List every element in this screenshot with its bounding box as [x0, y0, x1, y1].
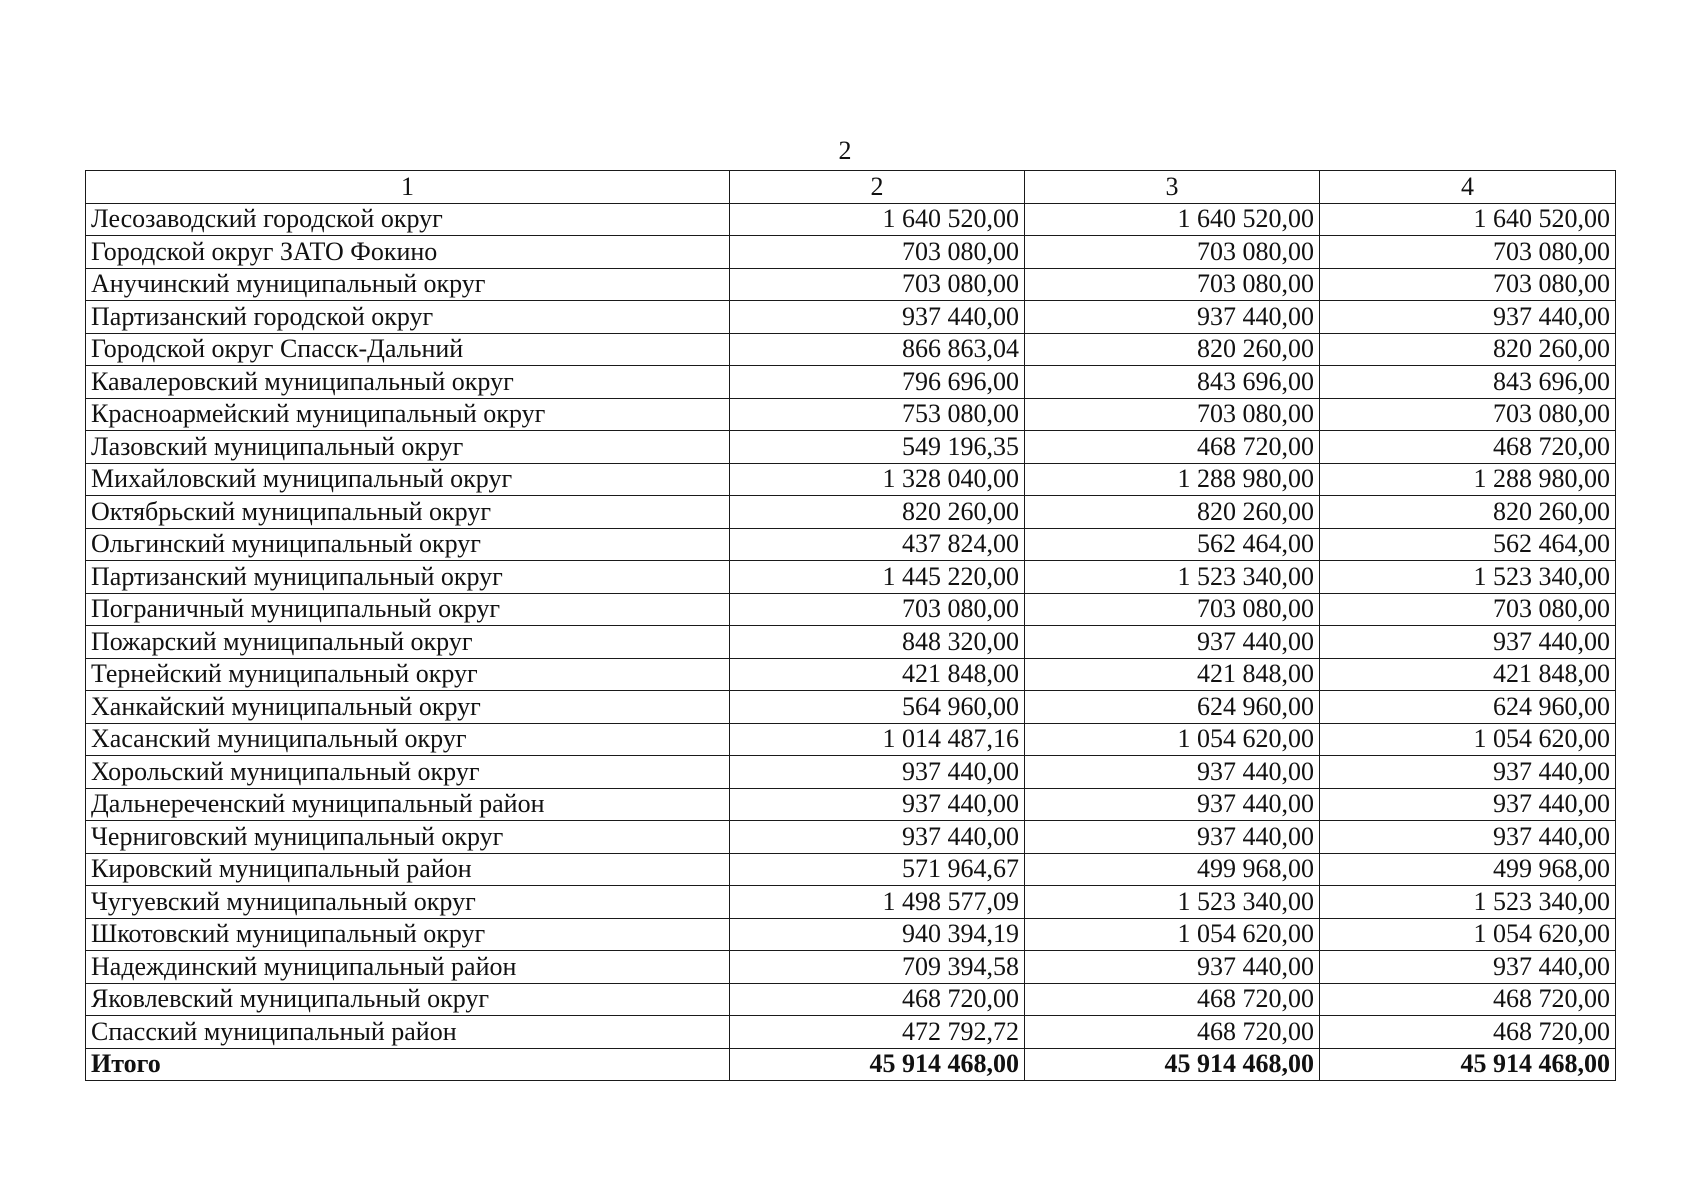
municipality-name-cell: Яковлевский муниципальный округ [86, 983, 730, 1016]
value-cell-col-2: 796 696,00 [730, 366, 1025, 399]
value-cell-col-3: 937 440,00 [1025, 788, 1320, 821]
total-label-cell: Итого [86, 1048, 730, 1081]
header-cell-4: 4 [1320, 171, 1616, 204]
value-cell-col-4: 843 696,00 [1320, 366, 1616, 399]
total-value-col-3: 45 914 468,00 [1025, 1048, 1320, 1081]
value-cell-col-2: 1 014 487,16 [730, 723, 1025, 756]
value-cell-col-4: 937 440,00 [1320, 821, 1616, 854]
value-cell-col-2: 437 824,00 [730, 528, 1025, 561]
municipality-name-cell: Пограничный муниципальный округ [86, 593, 730, 626]
table-row [86, 756, 1616, 789]
value-cell-col-2: 848 320,00 [730, 626, 1025, 659]
municipality-name-cell: Партизанский городской округ [86, 301, 730, 334]
value-cell-col-2: 1 445 220,00 [730, 561, 1025, 594]
table-row [86, 203, 1616, 236]
total-value-col-2: 45 914 468,00 [730, 1048, 1025, 1081]
table-row [86, 301, 1616, 334]
value-cell-col-4: 703 080,00 [1320, 236, 1616, 269]
value-cell-col-2: 937 440,00 [730, 788, 1025, 821]
municipality-name-cell: Кавалеровский муниципальный округ [86, 366, 730, 399]
value-cell-col-4: 820 260,00 [1320, 333, 1616, 366]
value-cell-col-3: 937 440,00 [1025, 951, 1320, 984]
value-cell-col-3: 820 260,00 [1025, 333, 1320, 366]
municipality-name-cell: Ольгинский муниципальный округ [86, 528, 730, 561]
municipality-name-cell: Красноармейский муниципальный округ [86, 398, 730, 431]
municipality-name-cell: Чугуевский муниципальный округ [86, 886, 730, 919]
value-cell-col-3: 937 440,00 [1025, 626, 1320, 659]
header-cell-3: 3 [1025, 171, 1320, 204]
value-cell-col-2: 468 720,00 [730, 983, 1025, 1016]
table-row [86, 496, 1616, 529]
municipality-name-cell: Анучинский муниципальный округ [86, 268, 730, 301]
value-cell-col-3: 937 440,00 [1025, 756, 1320, 789]
table-row [86, 951, 1616, 984]
municipality-name-cell: Октябрьский муниципальный округ [86, 496, 730, 529]
municipality-name-cell: Партизанский муниципальный округ [86, 561, 730, 594]
header-cell-2: 2 [730, 171, 1025, 204]
value-cell-col-3: 1 523 340,00 [1025, 561, 1320, 594]
table-row [86, 463, 1616, 496]
value-cell-col-4: 820 260,00 [1320, 496, 1616, 529]
table-row [86, 788, 1616, 821]
value-cell-col-3: 1 054 620,00 [1025, 723, 1320, 756]
municipality-name-cell: Спасский муниципальный район [86, 1016, 730, 1049]
table-row [86, 528, 1616, 561]
value-cell-col-3: 1 523 340,00 [1025, 886, 1320, 919]
value-cell-col-3: 937 440,00 [1025, 301, 1320, 334]
total-value-col-4: 45 914 468,00 [1320, 1048, 1616, 1081]
value-cell-col-2: 866 863,04 [730, 333, 1025, 366]
value-cell-col-3: 468 720,00 [1025, 1016, 1320, 1049]
table-row [86, 236, 1616, 269]
municipality-name-cell: Надеждинский муниципальный район [86, 951, 730, 984]
value-cell-col-4: 562 464,00 [1320, 528, 1616, 561]
table-row [86, 366, 1616, 399]
table-row [86, 398, 1616, 431]
header-cell-1: 1 [86, 171, 730, 204]
value-cell-col-4: 1 288 980,00 [1320, 463, 1616, 496]
value-cell-col-4: 1 054 620,00 [1320, 918, 1616, 951]
table-row [86, 658, 1616, 691]
value-cell-col-2: 753 080,00 [730, 398, 1025, 431]
value-cell-col-3: 468 720,00 [1025, 431, 1320, 464]
table-row [86, 561, 1616, 594]
value-cell-col-2: 472 792,72 [730, 1016, 1025, 1049]
value-cell-col-3: 1 288 980,00 [1025, 463, 1320, 496]
value-cell-col-2: 703 080,00 [730, 593, 1025, 626]
value-cell-col-4: 937 440,00 [1320, 301, 1616, 334]
table-row [86, 431, 1616, 464]
value-cell-col-2: 1 640 520,00 [730, 203, 1025, 236]
value-cell-col-4: 624 960,00 [1320, 691, 1616, 724]
municipality-name-cell: Тернейский муниципальный округ [86, 658, 730, 691]
municipality-name-cell: Лесозаводский городской округ [86, 203, 730, 236]
value-cell-col-4: 937 440,00 [1320, 788, 1616, 821]
value-cell-col-3: 624 960,00 [1025, 691, 1320, 724]
value-cell-col-3: 1 054 620,00 [1025, 918, 1320, 951]
municipality-name-cell: Шкотовский муниципальный округ [86, 918, 730, 951]
table-row [86, 821, 1616, 854]
municipality-name-cell: Хорольский муниципальный округ [86, 756, 730, 789]
value-cell-col-3: 499 968,00 [1025, 853, 1320, 886]
table-row [86, 626, 1616, 659]
value-cell-col-3: 703 080,00 [1025, 593, 1320, 626]
value-cell-col-3: 703 080,00 [1025, 236, 1320, 269]
municipality-name-cell: Михайловский муниципальный округ [86, 463, 730, 496]
value-cell-col-2: 421 848,00 [730, 658, 1025, 691]
municipality-name-cell: Черниговский муниципальный округ [86, 821, 730, 854]
value-cell-col-4: 937 440,00 [1320, 626, 1616, 659]
value-cell-col-2: 549 196,35 [730, 431, 1025, 464]
value-cell-col-3: 820 260,00 [1025, 496, 1320, 529]
value-cell-col-3: 468 720,00 [1025, 983, 1320, 1016]
value-cell-col-2: 703 080,00 [730, 236, 1025, 269]
value-cell-col-3: 562 464,00 [1025, 528, 1320, 561]
municipality-name-cell: Пожарский муниципальный округ [86, 626, 730, 659]
value-cell-col-4: 468 720,00 [1320, 431, 1616, 464]
value-cell-col-4: 937 440,00 [1320, 756, 1616, 789]
value-cell-col-4: 703 080,00 [1320, 268, 1616, 301]
value-cell-col-2: 937 440,00 [730, 756, 1025, 789]
table-row [86, 918, 1616, 951]
municipality-name-cell: Дальнереченский муниципальный район [86, 788, 730, 821]
value-cell-col-3: 937 440,00 [1025, 821, 1320, 854]
table-row [86, 593, 1616, 626]
table-row [86, 1016, 1616, 1049]
page-number: 2 [838, 136, 852, 165]
table-row [86, 333, 1616, 366]
value-cell-col-3: 843 696,00 [1025, 366, 1320, 399]
value-cell-col-2: 709 394,58 [730, 951, 1025, 984]
table-body [86, 203, 1616, 1081]
value-cell-col-2: 571 964,67 [730, 853, 1025, 886]
table-row [86, 268, 1616, 301]
value-cell-col-2: 1 498 577,09 [730, 886, 1025, 919]
value-cell-col-2: 937 440,00 [730, 301, 1025, 334]
value-cell-col-4: 421 848,00 [1320, 658, 1616, 691]
total-row [86, 1048, 1616, 1081]
value-cell-col-4: 1 523 340,00 [1320, 886, 1616, 919]
table-row [86, 983, 1616, 1016]
value-cell-col-2: 703 080,00 [730, 268, 1025, 301]
municipality-name-cell: Ханкайский муниципальный округ [86, 691, 730, 724]
value-cell-col-4: 499 968,00 [1320, 853, 1616, 886]
value-cell-col-3: 1 640 520,00 [1025, 203, 1320, 236]
value-cell-col-2: 937 440,00 [730, 821, 1025, 854]
value-cell-col-3: 703 080,00 [1025, 268, 1320, 301]
value-cell-col-2: 820 260,00 [730, 496, 1025, 529]
value-cell-col-4: 937 440,00 [1320, 951, 1616, 984]
value-cell-col-4: 468 720,00 [1320, 983, 1616, 1016]
value-cell-col-4: 1 523 340,00 [1320, 561, 1616, 594]
table-row [86, 691, 1616, 724]
municipality-name-cell: Кировский муниципальный район [86, 853, 730, 886]
municipality-name-cell: Городской округ Спасск-Дальний [86, 333, 730, 366]
value-cell-col-4: 703 080,00 [1320, 398, 1616, 431]
budget-table [85, 170, 1616, 1081]
value-cell-col-4: 1 054 620,00 [1320, 723, 1616, 756]
value-cell-col-4: 1 640 520,00 [1320, 203, 1616, 236]
value-cell-col-2: 940 394,19 [730, 918, 1025, 951]
municipality-name-cell: Хасанский муниципальный округ [86, 723, 730, 756]
value-cell-col-3: 703 080,00 [1025, 398, 1320, 431]
value-cell-col-3: 421 848,00 [1025, 658, 1320, 691]
value-cell-col-4: 703 080,00 [1320, 593, 1616, 626]
table-row [86, 723, 1616, 756]
municipality-name-cell: Лазовский муниципальный округ [86, 431, 730, 464]
municipality-name-cell: Городской округ ЗАТО Фокино [86, 236, 730, 269]
value-cell-col-2: 1 328 040,00 [730, 463, 1025, 496]
value-cell-col-2: 564 960,00 [730, 691, 1025, 724]
value-cell-col-4: 468 720,00 [1320, 1016, 1616, 1049]
table-row [86, 886, 1616, 919]
table-row [86, 853, 1616, 886]
header-row [86, 171, 1616, 204]
